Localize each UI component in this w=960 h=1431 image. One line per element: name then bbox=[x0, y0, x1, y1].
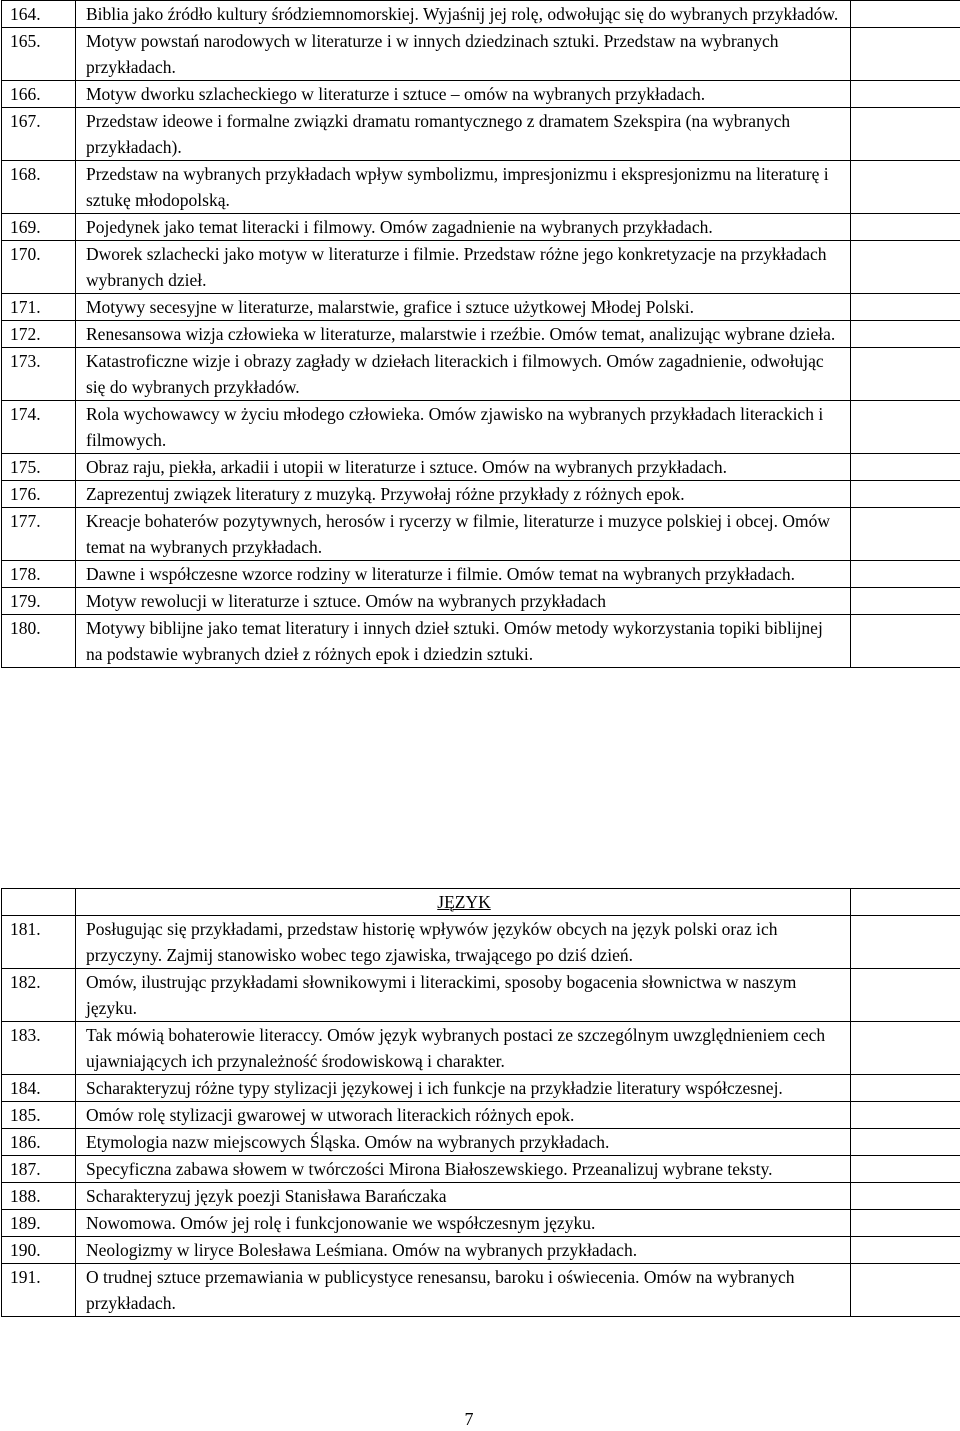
topic-number: 166. bbox=[2, 81, 76, 108]
topic-row bbox=[2, 615, 960, 668]
topic-number: 165. bbox=[2, 28, 76, 81]
topic-row bbox=[2, 348, 960, 401]
topic-text: Motyw dworku szlacheckiego w literaturze i sztuce – omów na wybranych przykładach. bbox=[76, 81, 851, 108]
blank-cell bbox=[851, 1210, 960, 1237]
topic-text: Omów, ilustrując przykładami słownikowymi i literackimi, sposoby bogacenia słownictwa w naszym języku. bbox=[76, 969, 851, 1022]
blank-cell bbox=[851, 889, 960, 916]
topic-number: 190. bbox=[2, 1237, 76, 1264]
topic-number: 189. bbox=[2, 1210, 76, 1237]
topic-text: Kreacje bohaterów pozytywnych, herosów i rycerzy w filmie, literaturze i muzyce polskiej i obcej. Omów temat na wybranych przykładach. bbox=[76, 508, 851, 561]
blank-cell bbox=[851, 916, 960, 969]
topic-text: Katastroficzne wizje i obrazy zagłady w dziełach literackich i filmowych. Omów zagadnienie, odwołując się do wybranych przykładów. bbox=[76, 348, 851, 401]
topic-text: Etymologia nazw miejscowych Śląska. Omów na wybranych przykładach. bbox=[76, 1129, 851, 1156]
blank-cell bbox=[851, 1, 960, 28]
topic-text: Motywy secesyjne w literaturze, malarstwie, grafice i sztuce użytkowej Młodej Polski. bbox=[76, 294, 851, 321]
blank-cell bbox=[851, 561, 960, 588]
topic-number: 184. bbox=[2, 1075, 76, 1102]
blank-cell bbox=[851, 1156, 960, 1183]
topic-row bbox=[2, 241, 960, 294]
topic-row bbox=[2, 1075, 960, 1102]
blank-cell bbox=[851, 969, 960, 1022]
topic-text: Scharakteryzuj język poezji Stanisława Barańczaka bbox=[76, 1183, 851, 1210]
topic-text: Obraz raju, piekła, arkadii i utopii w literaturze i sztuce. Omów na wybranych przykładach. bbox=[76, 454, 851, 481]
topic-row bbox=[2, 1102, 960, 1129]
topic-row bbox=[2, 1156, 960, 1183]
blank-cell bbox=[851, 508, 960, 561]
topic-text: Nowomowa. Omów jej rolę i funkcjonowanie we współczesnym języku. bbox=[76, 1210, 851, 1237]
topic-row bbox=[2, 28, 960, 81]
topic-row bbox=[2, 1237, 960, 1264]
blank-cell bbox=[851, 214, 960, 241]
blank-cell bbox=[851, 1102, 960, 1129]
topic-row bbox=[2, 1, 960, 28]
topic-number: 169. bbox=[2, 214, 76, 241]
blank-cell bbox=[851, 454, 960, 481]
blank-cell bbox=[851, 1022, 960, 1075]
blank-cell bbox=[851, 1129, 960, 1156]
topic-text: Neologizmy w liryce Bolesława Leśmiana. Omów na wybranych przykładach. bbox=[76, 1237, 851, 1264]
topic-number: 178. bbox=[2, 561, 76, 588]
topic-text: Motyw powstań narodowych w literaturze i w innych dziedzinach sztuki. Przedstaw na wybranych przykładach. bbox=[76, 28, 851, 81]
topic-row bbox=[2, 454, 960, 481]
topic-number: 186. bbox=[2, 1129, 76, 1156]
blank-cell bbox=[851, 241, 960, 294]
topic-text: O trudnej sztuce przemawiania w publicystyce renesansu, baroku i oświecenia. Omów na wybranych przykładach. bbox=[76, 1264, 851, 1317]
topic-number: 173. bbox=[2, 348, 76, 401]
topic-number: 182. bbox=[2, 969, 76, 1022]
topic-text: Scharakteryzuj różne typy stylizacji językowej i ich funkcje na przykładzie literatury współczesnej. bbox=[76, 1075, 851, 1102]
topic-number: 172. bbox=[2, 321, 76, 348]
blank-cell bbox=[851, 588, 960, 615]
blank-cell bbox=[851, 1075, 960, 1102]
topic-row bbox=[2, 1264, 960, 1317]
topic-row bbox=[2, 588, 960, 615]
topic-number: 164. bbox=[2, 1, 76, 28]
topic-text: Posługując się przykładami, przedstaw historię wpływów języków obcych na język polski oraz ich przyczyny. Zajmij stanowisko wobec tego zjawiska, trwającego po dziś dzień. bbox=[76, 916, 851, 969]
topic-text: Przedstaw ideowe i formalne związki dramatu romantycznego z dramatem Szekspira (na wybranych przykładach). bbox=[76, 108, 851, 161]
topic-number: 168. bbox=[2, 161, 76, 214]
topic-row bbox=[2, 1022, 960, 1075]
topic-row bbox=[2, 561, 960, 588]
blank-cell bbox=[851, 348, 960, 401]
page-number: 7 bbox=[464, 1409, 474, 1429]
blank-cell bbox=[851, 1264, 960, 1317]
blank-cell bbox=[851, 28, 960, 81]
topic-text: Rola wychowawcy w życiu młodego człowieka. Omów zjawisko na wybranych przykładach literackich i filmowych. bbox=[76, 401, 851, 454]
topic-row bbox=[2, 161, 960, 214]
topic-number: 181. bbox=[2, 916, 76, 969]
topic-number: 180. bbox=[2, 615, 76, 668]
topic-number: 170. bbox=[2, 241, 76, 294]
topic-text: Motyw rewolucji w literaturze i sztuce. Omów na wybranych przykładach bbox=[76, 588, 851, 615]
topic-number: 174. bbox=[2, 401, 76, 454]
heading-num-cell bbox=[2, 889, 76, 916]
topic-number: 177. bbox=[2, 508, 76, 561]
topic-number: 191. bbox=[2, 1264, 76, 1317]
topic-number: 167. bbox=[2, 108, 76, 161]
topic-text: Dawne i współczesne wzorce rodziny w literaturze i filmie. Omów temat na wybranych przykładach. bbox=[76, 561, 851, 588]
blank-cell bbox=[851, 321, 960, 348]
topic-row bbox=[2, 214, 960, 241]
blank-cell bbox=[851, 615, 960, 668]
topics-table-body bbox=[2, 1, 960, 668]
blank-cell bbox=[851, 81, 960, 108]
topic-row bbox=[2, 916, 960, 969]
blank-cell bbox=[851, 294, 960, 321]
topic-row bbox=[2, 294, 960, 321]
topic-text: Renesansowa wizja człowieka w literaturze, malarstwie i rzeźbie. Omów temat, analizując wybrane dzieła. bbox=[76, 321, 851, 348]
topic-text: Przedstaw na wybranych przykładach wpływ symbolizmu, impresjonizmu i ekspresjonizmu na literaturę i sztukę młodopolską. bbox=[76, 161, 851, 214]
topic-row bbox=[2, 508, 960, 561]
section-heading: JĘZYK bbox=[76, 889, 851, 916]
topic-row bbox=[2, 481, 960, 508]
blank-cell bbox=[851, 481, 960, 508]
topic-text: Biblia jako źródło kultury śródziemnomorskiej. Wyjaśnij jej rolę, odwołując się do wybranych przykładów. bbox=[76, 1, 851, 28]
topics-table-body bbox=[2, 889, 960, 1317]
blank-cell bbox=[851, 1183, 960, 1210]
blank-cell bbox=[851, 108, 960, 161]
topic-text: Zaprezentuj związek literatury z muzyką. Przywołaj różne przykłady z różnych epok. bbox=[76, 481, 851, 508]
topic-row bbox=[2, 108, 960, 161]
topic-text: Motywy biblijne jako temat literatury i innych dzieł sztuki. Omów metody wykorzystania topiki biblijnej na podstawie wybranych dzieł z różnych epok i dziedzin sztuki. bbox=[76, 615, 851, 668]
section-heading-row bbox=[2, 889, 960, 916]
topic-number: 175. bbox=[2, 454, 76, 481]
topics-table-literature bbox=[1, 0, 960, 668]
blank-cell bbox=[851, 161, 960, 214]
topic-number: 176. bbox=[2, 481, 76, 508]
topic-row bbox=[2, 969, 960, 1022]
topic-text: Omów rolę stylizacji gwarowej w utworach literackich różnych epok. bbox=[76, 1102, 851, 1129]
blank-cell bbox=[851, 1237, 960, 1264]
topic-text: Pojedynek jako temat literacki i filmowy. Omów zagadnienie na wybranych przykładach. bbox=[76, 214, 851, 241]
topic-row bbox=[2, 401, 960, 454]
topic-row bbox=[2, 1129, 960, 1156]
topic-number: 179. bbox=[2, 588, 76, 615]
topic-row bbox=[2, 321, 960, 348]
topic-number: 188. bbox=[2, 1183, 76, 1210]
topic-number: 187. bbox=[2, 1156, 76, 1183]
topic-number: 171. bbox=[2, 294, 76, 321]
topic-row bbox=[2, 81, 960, 108]
topic-number: 183. bbox=[2, 1022, 76, 1075]
blank-cell bbox=[851, 401, 960, 454]
topic-text: Specyficzna zabawa słowem w twórczości Mirona Białoszewskiego. Przeanalizuj wybrane teksty. bbox=[76, 1156, 851, 1183]
topics-table-language bbox=[1, 888, 960, 1317]
topic-text: Tak mówią bohaterowie literaccy. Omów język wybranych postaci ze szczególnym uwzględnieniem cech ujawniających ich przynależność środowiskową i charakter. bbox=[76, 1022, 851, 1075]
topic-number: 185. bbox=[2, 1102, 76, 1129]
topic-row bbox=[2, 1183, 960, 1210]
topic-row bbox=[2, 1210, 960, 1237]
topic-text: Dworek szlachecki jako motyw w literaturze i filmie. Przedstaw różne jego konkretyzacje na przykładach wybranych dzieł. bbox=[76, 241, 851, 294]
